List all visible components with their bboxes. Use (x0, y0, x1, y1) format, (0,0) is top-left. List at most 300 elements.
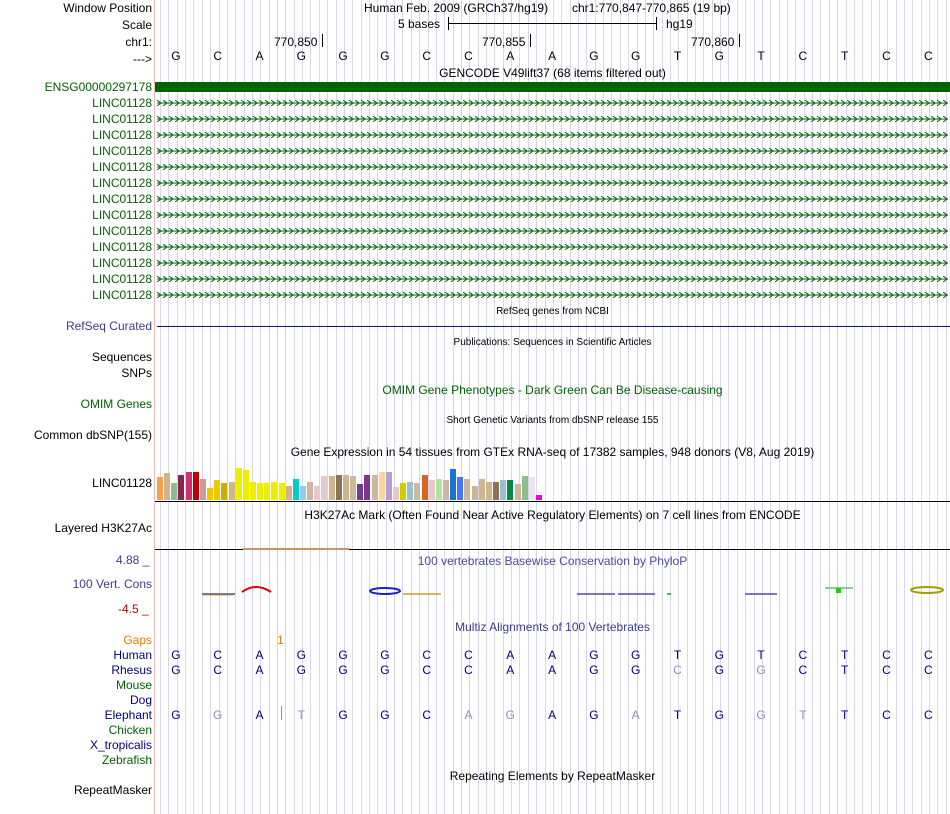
gtex-tissue-bar[interactable] (414, 483, 420, 500)
gtex-tissue-bar[interactable] (207, 488, 213, 500)
gtex-tissue-bar[interactable] (364, 475, 370, 500)
guide-line (503, 0, 504, 814)
window-position-label: Window Position (63, 1, 152, 15)
h3k27ac-label[interactable]: Layered H3K27Ac (54, 521, 152, 535)
reference-base: C (923, 49, 933, 63)
guide-line (712, 0, 713, 814)
gtex-tissue-bar[interactable] (293, 479, 299, 500)
gencode-transcript-label[interactable]: LINC01128 (92, 112, 152, 126)
aligned-base: A (506, 663, 515, 677)
guide-line (695, 0, 696, 814)
scale-bases: 5 bases (398, 17, 441, 31)
reference-base: C (882, 49, 891, 63)
position-readout: chr1:770,847-770,865 (19 bp) (572, 1, 731, 15)
gtex-tissue-bar[interactable] (236, 468, 242, 500)
guide-line (310, 0, 311, 814)
gtex-tissue-bar[interactable] (214, 480, 220, 500)
guide-line (837, 0, 838, 814)
guide-line (377, 0, 378, 814)
reference-base: T (673, 49, 682, 63)
aligned-base: C (798, 648, 808, 662)
aligned-base: G (338, 648, 348, 662)
reference-base: G (714, 49, 724, 63)
aligned-base: T (799, 708, 807, 722)
gtex-tissue-bar[interactable] (479, 479, 485, 500)
aligned-base: G (589, 708, 599, 722)
aligned-base: G (171, 663, 181, 677)
gencode-transcript-arrow-row[interactable] (157, 212, 948, 218)
guide-line (336, 0, 337, 814)
phylop-label[interactable]: 100 Vert. Cons (72, 577, 152, 591)
guide-line (436, 0, 437, 814)
omim-label[interactable]: OMIM Genes (80, 397, 152, 411)
reference-base: G (589, 49, 599, 63)
aligned-base: G (756, 663, 766, 677)
tick-label: 770,850 (274, 35, 318, 49)
guide-line (327, 0, 328, 814)
guide-line (862, 0, 863, 814)
aligned-base: A (548, 663, 557, 677)
aligned-base: A (548, 648, 557, 662)
aligned-base: G (714, 708, 724, 722)
aligned-base: G (380, 708, 390, 722)
reference-base: G (171, 49, 181, 63)
gtex-tissue-bar[interactable] (307, 482, 313, 500)
aligned-base: C (213, 648, 223, 662)
guide-line (344, 0, 345, 814)
gencode-transcript-label[interactable]: LINC01128 (92, 208, 152, 222)
gtex-tissue-bar[interactable] (229, 482, 235, 500)
guide-line (511, 0, 512, 814)
multiz-track-title[interactable]: Multiz Alignments of 100 Vertebrates (455, 620, 650, 634)
gencode-transcript-label[interactable]: LINC01128 (92, 128, 152, 142)
guide-line (687, 0, 688, 814)
gtex-tissue-bar[interactable] (271, 482, 277, 500)
aligned-base: G (171, 708, 181, 722)
guide-line (829, 0, 830, 814)
reference-base: C (422, 49, 432, 63)
guide-line (394, 0, 395, 814)
guide-line (402, 0, 403, 814)
species-label-rhesus[interactable]: Rhesus (111, 663, 152, 677)
gtex-tissue-bar[interactable] (529, 477, 535, 500)
tick-mark (530, 34, 531, 47)
guide-line (553, 0, 554, 814)
gencode-transcript-label[interactable]: LINC01128 (92, 96, 152, 110)
guide-line (269, 0, 270, 814)
publications-track-title[interactable]: Publications: Sequences in Scientific Articles (453, 337, 652, 348)
guide-line (168, 0, 169, 814)
guide-line (302, 0, 303, 814)
gtex-tissue-bar[interactable] (472, 486, 478, 500)
guide-line (595, 0, 596, 814)
guide-line (219, 0, 220, 814)
guide-line (386, 0, 387, 814)
species-label-mouse[interactable]: Mouse (115, 678, 152, 692)
guide-line (461, 0, 462, 814)
aligned-base: T (841, 663, 849, 677)
guide-line (453, 0, 454, 814)
aligned-base: G (589, 663, 599, 677)
strand-arrow-label: ---> (133, 52, 152, 66)
aligned-base: G (505, 708, 515, 722)
guide-line (854, 0, 855, 814)
gencode-transcript-arrow-row[interactable] (157, 148, 948, 154)
aligned-base: C (422, 648, 432, 662)
aligned-base: C (882, 663, 891, 677)
chr-label: chr1: (125, 35, 152, 49)
dbsnp-track-title[interactable]: Short Genetic Variants from dbSNP release 155 (446, 415, 659, 426)
reference-base: G (631, 49, 641, 63)
guide-line (912, 0, 913, 814)
guide-line (779, 0, 780, 814)
guide-line (227, 0, 228, 814)
guide-line (762, 0, 763, 814)
guide-line (561, 0, 562, 814)
label-separator-line (154, 0, 155, 814)
gtex-tissue-bar[interactable] (407, 482, 413, 500)
guide-line (703, 0, 704, 814)
reference-base: G (338, 49, 348, 63)
gencode-transcript-arrow-row[interactable] (157, 180, 948, 186)
aligned-base: G (213, 708, 223, 722)
gtex-tissue-bar[interactable] (343, 475, 349, 500)
aligned-base: C (673, 663, 682, 677)
species-label-dog[interactable]: Dog (129, 693, 152, 707)
guide-line (787, 0, 788, 814)
aligned-base: G (589, 648, 599, 662)
gencode-transcript-label[interactable]: LINC01128 (92, 144, 152, 158)
snps-label[interactable]: SNPs (121, 366, 152, 380)
gencode-transcript-arrow-row[interactable] (157, 260, 948, 266)
aligned-base: C (422, 708, 432, 722)
gtex-tissue-bar[interactable] (522, 476, 528, 500)
h3k27ac-signal (243, 548, 349, 550)
guide-line (235, 0, 236, 814)
guide-line (770, 0, 771, 814)
gencode-transcript-arrow-row[interactable] (157, 164, 948, 170)
guide-line (185, 0, 186, 814)
aligned-base: T (757, 648, 765, 662)
gtex-expression-bars[interactable] (157, 459, 557, 500)
gencode-transcript-arrow-row[interactable] (157, 132, 948, 138)
reference-base: C (213, 49, 223, 63)
guide-line (319, 0, 320, 814)
gtex-tissue-bar[interactable] (329, 476, 335, 500)
gtex-tissue-bar[interactable] (464, 479, 470, 500)
guide-line (202, 0, 203, 814)
gtex-tissue-bar[interactable] (279, 483, 285, 500)
gtex-tissue-bar[interactable] (443, 480, 449, 500)
gap-count: 1 (277, 633, 284, 647)
gtex-tissue-bar[interactable] (300, 486, 306, 500)
species-label-zebrafish[interactable]: Zebrafish (101, 753, 152, 767)
gtex-tissue-bar[interactable] (350, 476, 356, 500)
guide-line (469, 0, 470, 814)
gtex-tissue-bar[interactable] (386, 472, 392, 500)
gtex-tissue-bar[interactable] (200, 479, 206, 500)
aligned-base: T (673, 708, 682, 722)
aligned-base: C (213, 663, 223, 677)
aligned-base: G (631, 648, 641, 662)
aligned-base: T (297, 708, 305, 722)
gtex-tissue-bar[interactable] (193, 472, 199, 500)
aligned-base: A (506, 648, 515, 662)
refseq-gene-line[interactable] (157, 326, 950, 327)
gencode-gene-label[interactable]: ENSG00000297178 (44, 80, 152, 94)
guide-line (896, 0, 897, 814)
aligned-base: G (338, 708, 348, 722)
guide-line (846, 0, 847, 814)
gtex-tissue-bar[interactable] (486, 482, 492, 500)
reference-base: T (841, 49, 849, 63)
gtex-tissue-bar[interactable] (493, 482, 499, 500)
gencode-transcript-label[interactable]: LINC01128 (92, 256, 152, 270)
guide-line (411, 0, 412, 814)
refseq-track-title[interactable]: RefSeq genes from NCBI (496, 306, 609, 317)
omim-track-title[interactable]: OMIM Gene Phenotypes - Dark Green Can Be Disease-causing (382, 383, 723, 397)
gtex-tissue-bar[interactable] (507, 480, 513, 500)
guide-line (795, 0, 796, 814)
guide-line (419, 0, 420, 814)
gtex-tissue-bar[interactable] (171, 483, 177, 500)
gencode-transcript-arrow-row[interactable] (157, 116, 948, 122)
gencode-transcript-arrow-row[interactable] (157, 292, 948, 298)
gencode-transcript-label[interactable]: LINC01128 (92, 160, 152, 174)
guide-line (754, 0, 755, 814)
guide-line (946, 0, 947, 814)
guide-line (160, 0, 161, 814)
guide-line (210, 0, 211, 814)
gtex-track-title[interactable]: Gene Expression in 54 tissues from GTEx RNA-seq of 17382 samples, 948 donors (V8, Aug 2019) (290, 445, 815, 459)
guide-line (662, 0, 663, 814)
guide-line (871, 0, 872, 814)
species-label-human[interactable]: Human (113, 648, 152, 662)
gencode-transcript-label[interactable]: LINC01128 (92, 192, 152, 206)
guide-line (428, 0, 429, 814)
gtex-tissue-bar[interactable] (379, 472, 385, 500)
guide-line (352, 0, 353, 814)
aligned-base: G (756, 708, 766, 722)
aligned-base: G (296, 648, 306, 662)
gencode-transcript-arrow-row[interactable] (157, 196, 948, 202)
gencode-gene-bar-ensg00000297178[interactable] (155, 82, 950, 92)
aligned-base: C (882, 708, 891, 722)
guide-line (545, 0, 546, 814)
gtex-tissue-bar[interactable] (257, 483, 263, 500)
guide-line (904, 0, 905, 814)
guide-line (929, 0, 930, 814)
aligned-base: C (882, 648, 891, 662)
gtex-tissue-bar[interactable] (336, 475, 342, 500)
repeatmasker-label[interactable]: RepeatMasker (73, 783, 152, 797)
aligned-base: G (631, 663, 641, 677)
gtex-baseline (155, 501, 950, 502)
guide-line (645, 0, 646, 814)
assembly-name: Human Feb. 2009 (GRCh37/hg19) (364, 1, 549, 15)
guide-line (812, 0, 813, 814)
gtex-tissue-bar[interactable] (321, 476, 327, 500)
reference-base: G (380, 49, 390, 63)
guide-line (494, 0, 495, 814)
gtex-tissue-bar[interactable] (357, 484, 363, 500)
species-label-x_tropicalis[interactable]: X_tropicalis (89, 738, 152, 752)
guide-line (921, 0, 922, 814)
aligned-base: C (923, 708, 933, 722)
aligned-base: C (464, 663, 473, 677)
aligned-base: G (338, 663, 348, 677)
gaps-label[interactable]: Gaps (123, 633, 152, 647)
guide-line (277, 0, 278, 814)
reference-base: C (464, 49, 473, 63)
guide-line (670, 0, 671, 814)
guide-line (536, 0, 537, 814)
gtex-tissue-bar[interactable] (536, 495, 542, 500)
gtex-tissue-bar[interactable] (286, 486, 292, 500)
aligned-base: C (464, 648, 473, 662)
aligned-base: C (923, 648, 933, 662)
gtex-tissue-bar[interactable] (450, 469, 456, 500)
gencode-transcript-arrow-row[interactable] (157, 100, 948, 106)
phylop-max-label: 4.88 _ (116, 553, 150, 567)
scale-db: hg19 (666, 17, 693, 31)
reference-base: A (548, 49, 557, 63)
aligned-base: G (171, 648, 181, 662)
phylop-min-label: -4.5 _ (118, 602, 149, 616)
dbsnp-label[interactable]: Common dbSNP(155) (33, 428, 152, 442)
sequences-label[interactable]: Sequences (91, 350, 152, 364)
guide-line (519, 0, 520, 814)
guide-line (820, 0, 821, 814)
guide-line (603, 0, 604, 814)
aligned-base: G (714, 663, 724, 677)
gtex-tissue-bar[interactable] (457, 477, 463, 500)
guide-line (444, 0, 445, 814)
phylop-track-title[interactable]: 100 vertebrates Basewise Conservation by PhyloP (417, 554, 688, 568)
guide-line (737, 0, 738, 814)
h3k27ac-track-title[interactable]: H3K27Ac Mark (Often Found Near Active Regulatory Elements) on 7 cell lines from ENCODE (304, 508, 801, 522)
repeatmasker-track-title[interactable]: Repeating Elements by RepeatMasker (449, 769, 656, 783)
gtex-tissue-bar[interactable] (264, 483, 270, 500)
guide-line (653, 0, 654, 814)
species-label-chicken[interactable]: Chicken (108, 723, 152, 737)
gencode-transcript-label[interactable]: LINC01128 (92, 176, 152, 190)
gtex-tissue-bar[interactable] (157, 477, 163, 500)
aligned-base: C (422, 663, 432, 677)
guide-line (369, 0, 370, 814)
gencode-transcript-arrow-row[interactable] (157, 228, 948, 234)
aligned-base: T (841, 648, 849, 662)
gtex-tissue-bar[interactable] (178, 475, 184, 500)
gtex-tissue-bar[interactable] (393, 487, 399, 500)
gtex-label[interactable]: LINC01128 (92, 476, 152, 490)
scale-bar-right-tick (656, 17, 657, 30)
gencode-transcript-label[interactable]: LINC01128 (92, 272, 152, 286)
aligned-base: A (255, 663, 264, 677)
aligned-base: A (631, 708, 640, 722)
guide-line (879, 0, 880, 814)
gencode-transcript-label[interactable]: LINC01128 (92, 288, 152, 302)
guide-line (260, 0, 261, 814)
guide-line (193, 0, 194, 814)
gap-marker (281, 706, 282, 720)
guide-line (528, 0, 529, 814)
gtex-tissue-bar[interactable] (400, 483, 406, 500)
aligned-base: G (380, 663, 390, 677)
species-label-elephant[interactable]: Elephant (104, 708, 152, 722)
guide-line (804, 0, 805, 814)
guide-line (486, 0, 487, 814)
guide-line (177, 0, 178, 814)
guide-line (478, 0, 479, 814)
guide-line (285, 0, 286, 814)
gtex-tissue-bar[interactable] (436, 479, 442, 500)
tick-mark (322, 34, 323, 47)
aligned-base: T (841, 708, 849, 722)
gtex-tissue-bar[interactable] (500, 480, 506, 500)
gtex-tissue-bar[interactable] (221, 483, 227, 500)
reference-base: T (757, 49, 765, 63)
guide-line (887, 0, 888, 814)
gencode-transcript-arrow-row[interactable] (157, 244, 948, 250)
guide-line (578, 0, 579, 814)
gtex-tissue-bar[interactable] (164, 473, 170, 500)
gtex-tissue-bar[interactable] (422, 475, 428, 500)
aligned-base: T (673, 648, 682, 662)
gencode-transcript-arrow-row[interactable] (157, 276, 948, 282)
reference-base: A (255, 49, 264, 63)
aligned-base: G (380, 648, 390, 662)
guide-line (745, 0, 746, 814)
refseq-label[interactable]: RefSeq Curated (65, 319, 152, 333)
gencode-transcript-label[interactable]: LINC01128 (92, 224, 152, 238)
reference-base: G (296, 49, 306, 63)
scale-bar (448, 23, 656, 24)
gtex-tissue-bar[interactable] (515, 484, 521, 500)
guide-line (294, 0, 295, 814)
guide-line (637, 0, 638, 814)
aligned-base: A (464, 708, 473, 722)
aligned-base: A (548, 708, 557, 722)
guide-line (361, 0, 362, 814)
guide-line (611, 0, 612, 814)
aligned-base: G (296, 663, 306, 677)
gtex-tissue-bar[interactable] (429, 480, 435, 500)
gtex-tissue-bar[interactable] (250, 482, 256, 500)
guide-line (720, 0, 721, 814)
guide-line (252, 0, 253, 814)
guide-line (586, 0, 587, 814)
aligned-base: C (923, 663, 933, 677)
scale-label: Scale (121, 18, 152, 32)
guide-line (628, 0, 629, 814)
gtex-tissue-bar[interactable] (186, 472, 192, 500)
reference-base: C (798, 49, 808, 63)
guide-line (678, 0, 679, 814)
guide-line (244, 0, 245, 814)
gtex-tissue-bar[interactable] (314, 486, 320, 500)
gencode-transcript-label[interactable]: LINC01128 (92, 240, 152, 254)
guide-line (728, 0, 729, 814)
reference-base: A (506, 49, 515, 63)
gencode-track-title[interactable]: GENCODE V49lift37 (68 items filtered out) (439, 66, 666, 80)
guide-line (570, 0, 571, 814)
gtex-tissue-bar[interactable] (372, 475, 378, 500)
gtex-tissue-bar[interactable] (243, 470, 249, 500)
aligned-base: A (255, 708, 264, 722)
phylop-conservation-plot[interactable] (155, 580, 950, 600)
aligned-base: A (255, 648, 264, 662)
